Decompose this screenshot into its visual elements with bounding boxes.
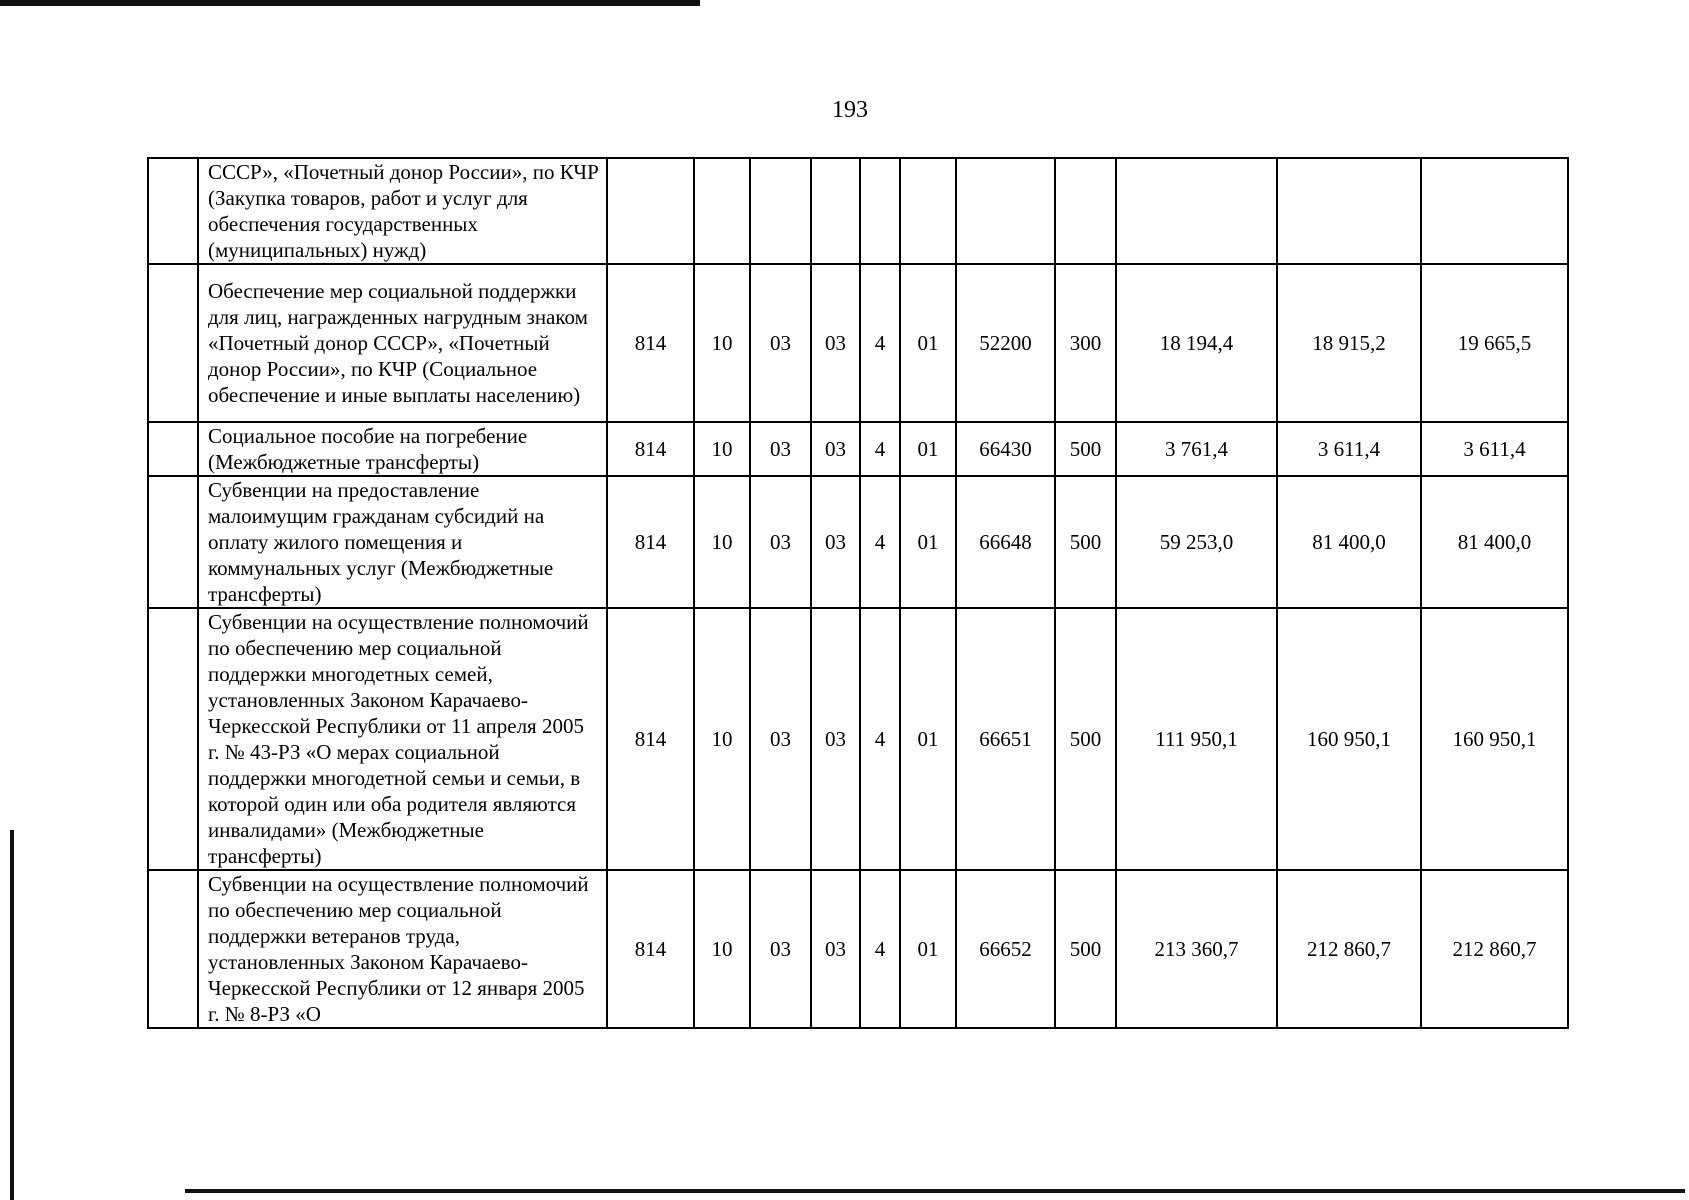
subsection-code-cell: 03 [750, 422, 811, 476]
direction-code-cell: 52200 [956, 264, 1055, 422]
expense-type-cell: 500 [1055, 422, 1116, 476]
budget-table [147, 157, 1569, 1029]
item-name-cell: Обеспечение мер социальной поддержки для лиц, награжденных нагрудным знаком «Почетный донор СССР», «Почетный донор России», по КЧР (Социальное обеспечение и иные выплаты населению) [198, 264, 607, 422]
ministry-code-cell [607, 158, 694, 264]
amount-cell-1: 111 950,1 [1116, 608, 1277, 870]
amount-cell-2: 18 915,2 [1277, 264, 1421, 422]
program-code-cell: 03 [811, 870, 860, 1028]
direction-code-cell: 66430 [956, 422, 1055, 476]
amount-cell-3: 81 400,0 [1421, 476, 1568, 608]
amount-cell-3 [1421, 158, 1568, 264]
subsection-code-cell [750, 158, 811, 264]
event-code-cell: 01 [900, 870, 956, 1028]
amount-cell-1: 18 194,4 [1116, 264, 1277, 422]
ministry-code-cell: 814 [607, 870, 694, 1028]
amount-cell-3: 3 611,4 [1421, 422, 1568, 476]
amount-cell-1 [1116, 158, 1277, 264]
section-code-cell: 10 [694, 870, 750, 1028]
table-row [148, 158, 1568, 264]
subprogram-code-cell: 4 [860, 264, 900, 422]
section-code-cell: 10 [694, 476, 750, 608]
amount-cell-2: 81 400,0 [1277, 476, 1421, 608]
program-code-cell: 03 [811, 264, 860, 422]
row-number-cell [148, 608, 198, 870]
ministry-code-cell: 814 [607, 264, 694, 422]
direction-code-cell [956, 158, 1055, 264]
row-number-cell [148, 476, 198, 608]
table-row [148, 476, 1568, 608]
amount-cell-2 [1277, 158, 1421, 264]
event-code-cell: 01 [900, 422, 956, 476]
program-code-cell: 03 [811, 476, 860, 608]
row-number-cell [148, 158, 198, 264]
amount-cell-2: 160 950,1 [1277, 608, 1421, 870]
event-code-cell [900, 158, 956, 264]
event-code-cell: 01 [900, 476, 956, 608]
item-name-cell: СССР», «Почетный донор России», по КЧР (Закупка товаров, работ и услуг для обеспечения государственных (муниципальных) нужд) [198, 158, 607, 264]
program-code-cell: 03 [811, 422, 860, 476]
page-number: 193 [832, 97, 868, 123]
section-code-cell: 10 [694, 264, 750, 422]
expense-type-cell: 300 [1055, 264, 1116, 422]
amount-cell-1: 213 360,7 [1116, 870, 1277, 1028]
subsection-code-cell: 03 [750, 608, 811, 870]
subsection-code-cell: 03 [750, 476, 811, 608]
item-name-cell: Субвенции на предоставление малоимущим гражданам субсидий на оплату жилого помещения и коммунальных услуг (Межбюджетные трансферты) [198, 476, 607, 608]
section-code-cell: 10 [694, 608, 750, 870]
item-name-cell: Субвенции на осуществление полномочий по обеспечению мер социальной поддержки многодетных семей, установленных Законом Карачаево-Черкесской Республики от 11 апреля 2005 г. № 43-РЗ «О мерах социальной поддержки многодетной семьи и семьи, в которой один или оба родителя являются инвалидами» (Межбюджетные трансферты) [198, 608, 607, 870]
direction-code-cell: 66648 [956, 476, 1055, 608]
row-number-cell [148, 422, 198, 476]
subprogram-code-cell: 4 [860, 870, 900, 1028]
direction-code-cell: 66651 [956, 608, 1055, 870]
item-name-cell: Социальное пособие на погребение (Межбюджетные трансферты) [198, 422, 607, 476]
scan-edge-bottom [185, 1189, 1685, 1193]
scan-edge-left [10, 830, 14, 1200]
expense-type-cell: 500 [1055, 608, 1116, 870]
program-code-cell: 03 [811, 608, 860, 870]
event-code-cell: 01 [900, 608, 956, 870]
table-row [148, 264, 1568, 422]
section-code-cell: 10 [694, 422, 750, 476]
subprogram-code-cell: 4 [860, 422, 900, 476]
subprogram-code-cell: 4 [860, 608, 900, 870]
ministry-code-cell: 814 [607, 476, 694, 608]
amount-cell-3: 160 950,1 [1421, 608, 1568, 870]
event-code-cell: 01 [900, 264, 956, 422]
item-name-cell: Субвенции на осуществление полномочий по обеспечению мер социальной поддержки ветеранов труда, установленных Законом Карачаево-Черкесской Республики от 12 января 2005 г. № 8-РЗ «О [198, 870, 607, 1028]
amount-cell-3: 19 665,5 [1421, 264, 1568, 422]
ministry-code-cell: 814 [607, 608, 694, 870]
expense-type-cell: 500 [1055, 870, 1116, 1028]
amount-cell-1: 3 761,4 [1116, 422, 1277, 476]
subsection-code-cell: 03 [750, 264, 811, 422]
expense-type-cell [1055, 158, 1116, 264]
expense-type-cell: 500 [1055, 476, 1116, 608]
subprogram-code-cell [860, 158, 900, 264]
amount-cell-2: 212 860,7 [1277, 870, 1421, 1028]
table-row [148, 608, 1568, 870]
direction-code-cell: 66652 [956, 870, 1055, 1028]
amount-cell-1: 59 253,0 [1116, 476, 1277, 608]
table-row [148, 870, 1568, 1028]
row-number-cell [148, 870, 198, 1028]
ministry-code-cell: 814 [607, 422, 694, 476]
subsection-code-cell: 03 [750, 870, 811, 1028]
amount-cell-3: 212 860,7 [1421, 870, 1568, 1028]
row-number-cell [148, 264, 198, 422]
subprogram-code-cell: 4 [860, 476, 900, 608]
amount-cell-2: 3 611,4 [1277, 422, 1421, 476]
table-row [148, 422, 1568, 476]
section-code-cell [694, 158, 750, 264]
program-code-cell [811, 158, 860, 264]
scan-edge-top [0, 0, 700, 6]
